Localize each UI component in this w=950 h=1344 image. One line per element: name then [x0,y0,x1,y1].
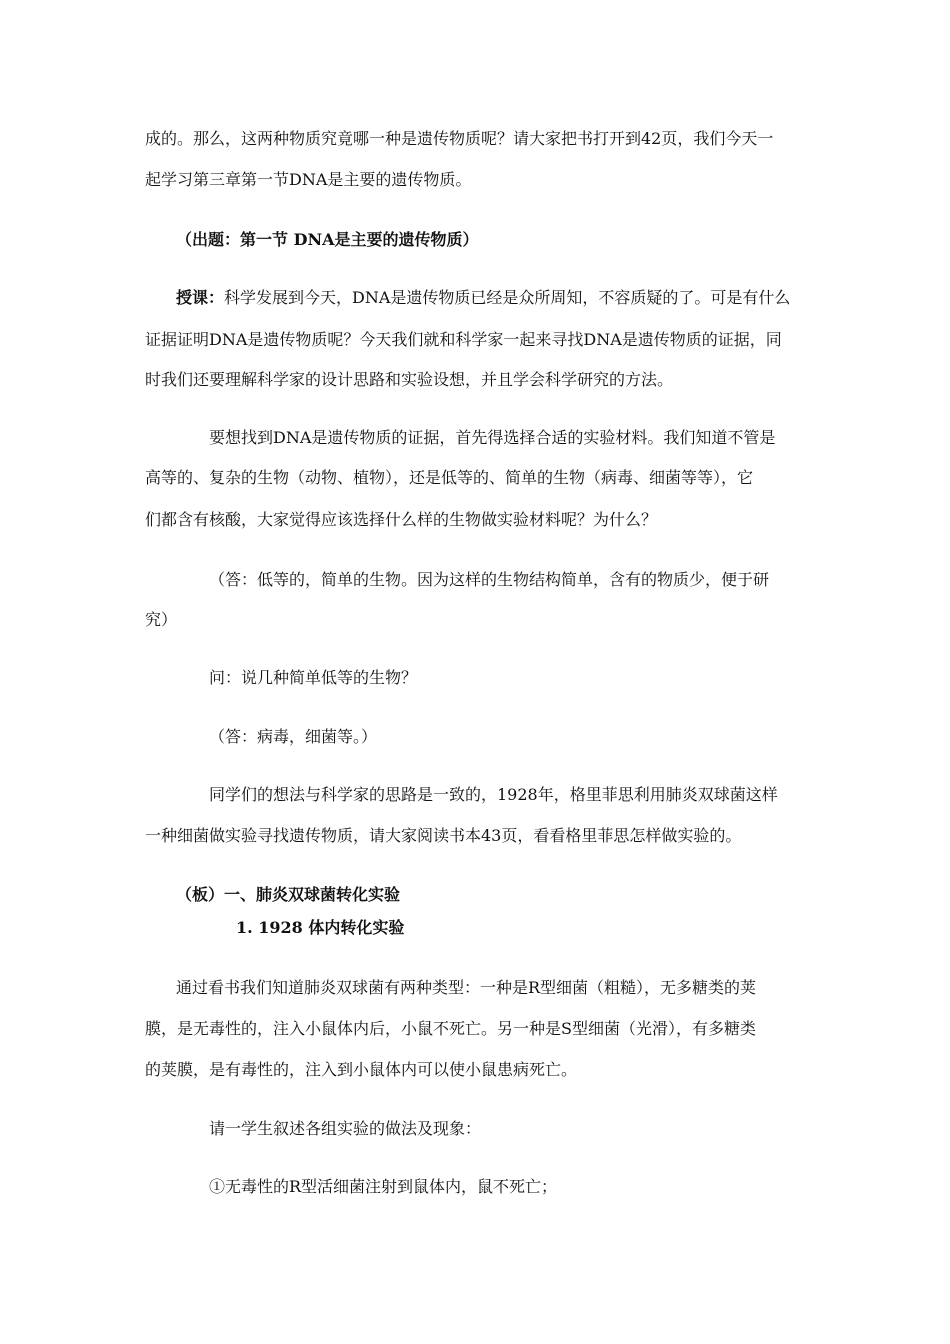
section-title: （出题：第一节 DNA是主要的遗传物质） [176,230,479,249]
paragraph-line: 一种细菌做实验寻找遗传物质，请大家阅读书本43页，看看格里菲思怎样做实验的。 [145,826,742,845]
board-heading: （板）一、肺炎双球菌转化实验 [176,885,401,904]
paragraph-line: 同学们的想法与科学家的思路是一致的，1928年，格里菲思利用肺炎双球菌这样 [209,785,778,804]
paragraph-line: 高等的、复杂的生物（动物、植物），还是低等的、简单的生物（病毒、细菌等等），它 [145,468,754,487]
paragraph-line: 时我们还要理解科学家的设计思路和实验设想，并且学会科学研究的方法。 [145,370,674,389]
paragraph-line: 膜，是无毒性的，注入小鼠体内后，小鼠不死亡。另一种是S型细菌（光滑），有多糖类 [145,1019,756,1038]
paragraph-line: 证据证明DNA是遗传物质呢？今天我们就和科学家一起来寻找DNA是遗传物质的证据，同 [145,330,782,349]
paragraph-line: 起学习第三章第一节DNA是主要的遗传物质。 [145,170,472,189]
answer-line: （答：病毒，细菌等。） [209,727,378,746]
paragraph-line: 们都含有核酸，大家觉得应该选择什么样的生物做实验材料呢？为什么？ [145,510,658,529]
board-subheading: 1. 1928 体内转化实验 [236,918,405,937]
paragraph-line: 成的。那么，这两种物质究竟哪一种是遗传物质呢？请大家把书打开到42页，我们今天一 [145,129,774,148]
paragraph-line: 的荚膜，是有毒性的，注入到小鼠体内可以使小鼠患病死亡。 [145,1060,578,1079]
question-line: 问：说几种简单低等的生物？ [209,668,418,687]
experiment-item: ①无毒性的R型活细菌注射到鼠体内，鼠不死亡； [209,1177,558,1196]
lecture-paragraph-line [176,288,790,308]
lecture-text: 科学发展到今天，DNA是遗传物质已经是众所周知，不容质疑的了。可是有什么 [224,288,791,307]
answer-line: 究） [145,610,178,629]
paragraph-line: 请一学生叙述各组实验的做法及现象： [209,1119,482,1138]
answer-line: （答：低等的，简单的生物。因为这样的生物结构简单，含有的物质少，便于研 [209,570,770,589]
paragraph-line: 要想找到DNA是遗传物质的证据，首先得选择合适的实验材料。我们知道不管是 [209,428,776,447]
paragraph-line: 通过看书我们知道肺炎双球菌有两种类型：一种是R型细菌（粗糙），无多糖类的荚 [176,978,757,997]
lecture-label: 授课： [176,288,225,307]
